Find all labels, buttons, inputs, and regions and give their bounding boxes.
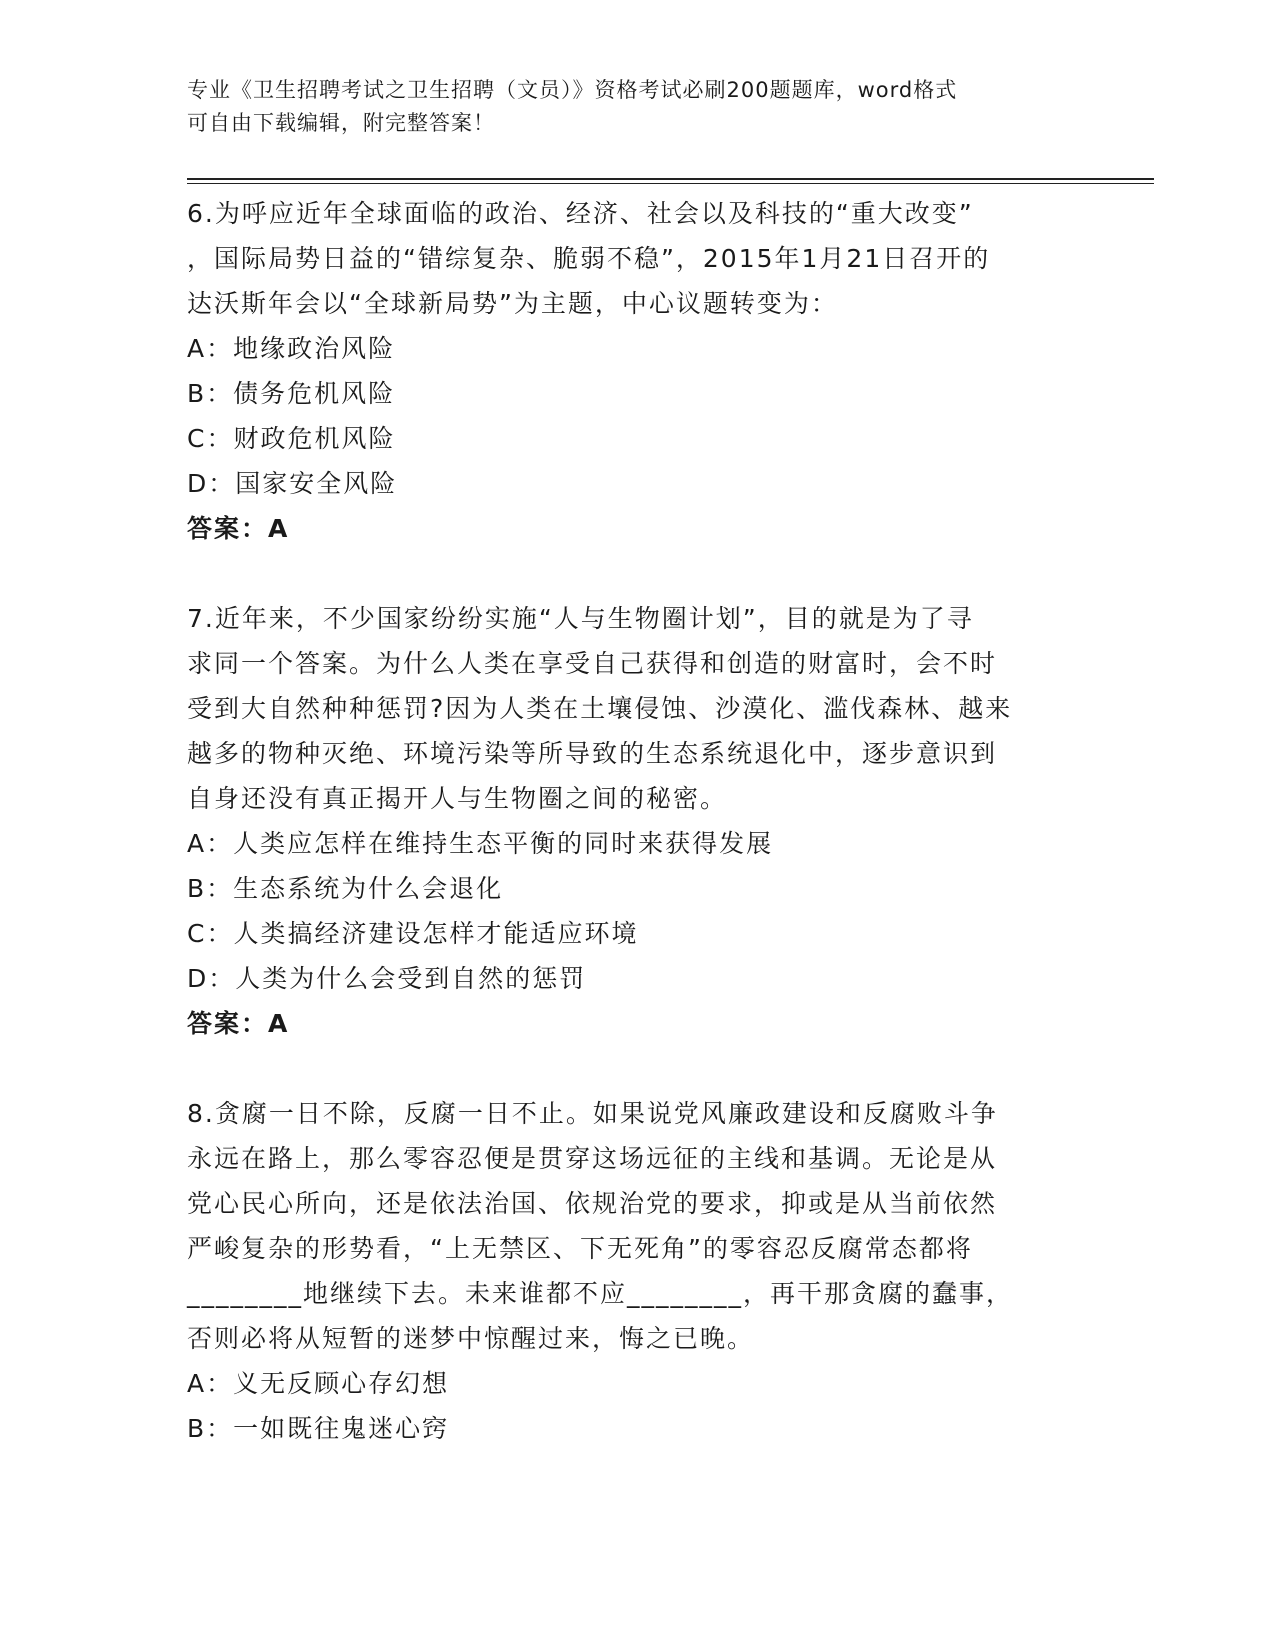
question-8 xyxy=(187,1091,1087,1451)
question-stem-line: 党心民心所向，还是依法治国、依规治党的要求，抑或是从当前依然 xyxy=(187,1189,998,1218)
option-c: C：财政危机风险 xyxy=(187,424,396,453)
option-d: D：国家安全风险 xyxy=(187,469,398,498)
question-list xyxy=(187,191,1087,1451)
question-stem-line: 达沃斯年会以“全球新局势”为主题，中心议题转变为： xyxy=(187,289,838,318)
question-spacer xyxy=(187,551,1087,596)
question-spacer xyxy=(187,1046,1087,1091)
question-7 xyxy=(187,596,1087,1046)
question-stem-line: ________地继续下去。未来谁都不应________，再干那贪腐的蠢事， xyxy=(187,1279,1014,1308)
option-a: A：义无反顾心存幻想 xyxy=(187,1369,450,1398)
header-line-2: 可自由下载编辑，附完整答案！ xyxy=(187,111,495,135)
question-stem-line: ，国际局势日益的“错综复杂、脆弱不稳”，2015年1月21日召开的 xyxy=(187,244,991,273)
question-stem-line: 严峻复杂的形势看，“上无禁区、下无死角”的零容忍反腐常态都将 xyxy=(187,1234,973,1263)
question-stem-line: 7.近年来，不少国家纷纷实施“人与生物圈计划”，目的就是为了寻 xyxy=(187,604,974,633)
question-stem-line: 永远在路上，那么零容忍便是贯穿这场远征的主线和基调。无论是从 xyxy=(187,1144,998,1173)
option-a: A：地缘政治风险 xyxy=(187,334,396,363)
header-divider-thin xyxy=(187,183,1154,184)
option-d: D：人类为什么会受到自然的惩罚 xyxy=(187,964,587,993)
option-b: B：一如既往鬼迷心窍 xyxy=(187,1414,450,1443)
question-stem-line: 6.为呼应近年全球面临的政治、经济、社会以及科技的“重大改变” xyxy=(187,199,974,228)
question-stem-line: 越多的物种灭绝、环境污染等所导致的生态系统退化中，逐步意识到 xyxy=(187,739,998,768)
header-divider-thick xyxy=(187,178,1154,180)
option-b: B：生态系统为什么会退化 xyxy=(187,874,504,903)
option-a: A：人类应怎样在维持生态平衡的同时来获得发展 xyxy=(187,829,774,858)
question-stem-line: 自身还没有真正揭开人与生物圈之间的秘密。 xyxy=(187,784,728,813)
option-b: B：债务危机风险 xyxy=(187,379,396,408)
question-stem-line: 受到大自然种种惩罚?因为人类在土壤侵蚀、沙漠化、滥伐森林、越来 xyxy=(187,694,1013,723)
header-line-1: 专业《卫生招聘考试之卫生招聘（文员）》资格考试必刷200题题库，word格式 xyxy=(187,78,958,102)
option-c: C：人类搞经济建设怎样才能适应环境 xyxy=(187,919,639,948)
answer-line: 答案：A xyxy=(187,514,290,543)
answer-line: 答案：A xyxy=(187,1009,290,1038)
document-header xyxy=(187,74,1067,140)
question-stem-line: 求同一个答案。为什么人类在享受自己获得和创造的财富时，会不时 xyxy=(187,649,998,678)
question-stem-line: 8.贪腐一日不除，反腐一日不止。如果说党风廉政建设和反腐败斗争 xyxy=(187,1099,998,1128)
question-stem-line: 否则必将从短暂的迷梦中惊醒过来，悔之已晚。 xyxy=(187,1324,755,1353)
question-6 xyxy=(187,191,1087,551)
